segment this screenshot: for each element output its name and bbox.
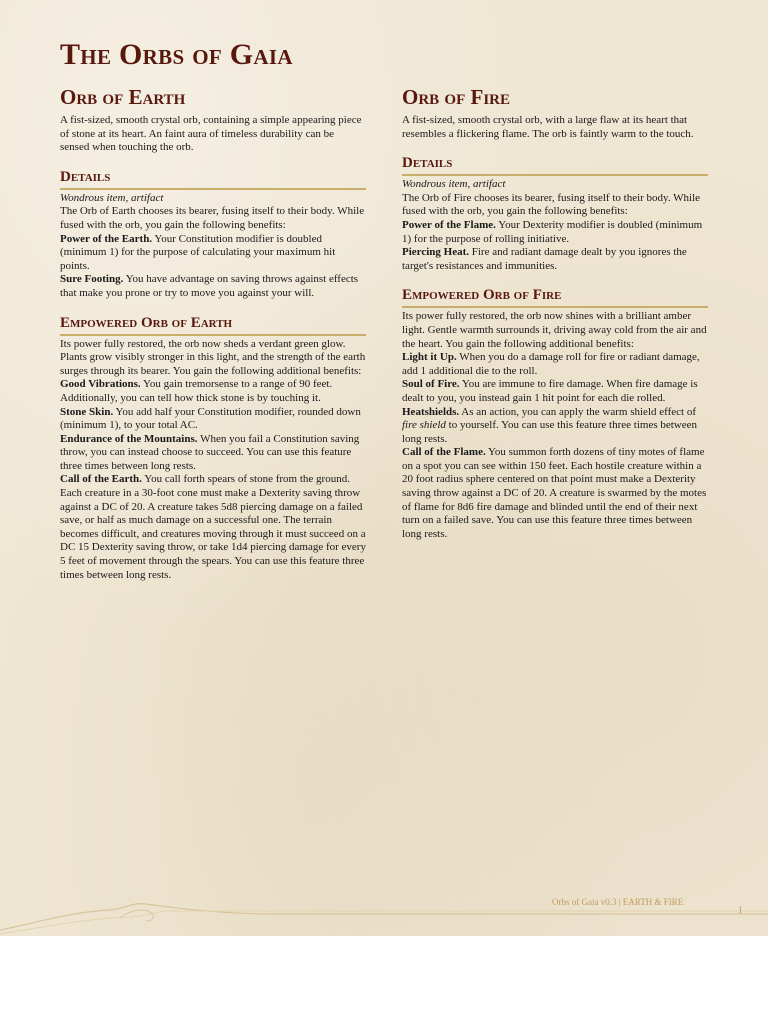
feature-name: Power of the Flame. (402, 218, 496, 231)
feature-name: Soul of Fire. (402, 378, 460, 391)
empowered-earth-feature (60, 473, 366, 582)
feature-text: You summon forth dozens of tiny motes of flame on a spot you can see within 150 feet. Each hostile creature within a 20 foot radius sphere centered on that point must make a Dexterity saving throw against a DC of 20. A creature is swarmed by the motes of flame for 8d6 fire damage and blinded until the end of their next turn on a failed save. You can use this feature three times between long rests. (402, 446, 707, 540)
footer-text: Orbs of Gaia v0.3 | EARTH & FIRE (552, 897, 684, 907)
feature-text: Your Dexterity modifier is doubled (minimum 1) for the purpose of rolling initiative. (402, 218, 703, 245)
orb-of-fire-heading: Orb of Fire (402, 85, 511, 109)
earth-feature (60, 273, 366, 300)
feature-text: Fire and radiant damage dealt by you ignores the target's resistances and immunities. (402, 246, 687, 272)
page-title: The Orbs of Gaia (60, 38, 293, 71)
earth-feature (60, 233, 366, 274)
feature-name: Stone Skin. (60, 405, 114, 418)
feature-name: Sure Footing. (60, 273, 124, 286)
empowered-earth-feature (60, 406, 366, 433)
empowered-fire-feature (402, 351, 708, 378)
fire-details-body: The Orb of Fire chooses its bearer, fusing itself to their body. While fused with the orb, you gain the following benefits: (402, 191, 701, 218)
orb-of-earth-heading: Orb of Earth (60, 85, 186, 109)
earth-details-heading: Details (60, 168, 366, 190)
feature-text: You have advantage on saving throws against effects that make you prone or try to move you against your will. (60, 273, 359, 299)
earth-details-subtitle: Wondrous item, artifact (60, 191, 164, 204)
feature-text: You are immune to fire damage. When fire damage is dealt to you, you instead gain 1 hit point for each die rolled. (402, 378, 698, 404)
feature-name: Endurance of the Mountains. (60, 432, 198, 445)
feature-text: Your Constitution modifier is doubled (minimum 1) for the purpose of calculating your maximum hit points. (60, 232, 336, 272)
fire-feature (402, 246, 708, 273)
feature-text: You call forth spears of stone from the ground. Each creature in a 30-foot cone must make a Dexterity saving throw against a DC of 20. A creature takes 5d8 piercing damage on a failed save, or half as much damage on a successful one. The terrain becomes difficult, and creatures moving through it must succeed on a DC 15 Dexterity saving throw, or take 1d4 piercing damage for every 5 feet of movement through the spears. You can use this feature three times between long rests. (60, 473, 366, 581)
fire-details-subtitle: Wondrous item, artifact (402, 178, 506, 191)
feature-text: When you fail a Constitution saving throw, you can instead choose to succeed. You can use this feature three times between long rests. (60, 432, 360, 472)
feature-text: As an action, you can apply the warm shield effect of (459, 405, 696, 418)
feature-text: to yourself. You can use this feature three times between long rests. (402, 419, 698, 445)
empowered-fire-intro: Its power fully restored, the orb now shines with a brilliant amber light. Gentle warmth surrounds it, driving away cold from the air and the heart. You gain the following additional benefits: (402, 310, 707, 350)
empowered-earth-intro: Its power fully restored, the orb now sheds a verdant green glow. Plants grow visibly stronger in this light, and the strength of the earth surges through its bearer. You gain the following additional benefits: (60, 337, 366, 377)
feature-name: Good Vibrations. (60, 378, 141, 391)
fire-feature (402, 219, 708, 246)
empowered-earth-feature (60, 433, 366, 474)
feature-name: Piercing Heat. (402, 246, 469, 259)
empowered-fire-heading: Empowered Orb of Fire (402, 286, 708, 308)
right-column (402, 84, 708, 541)
empowered-fire-feature (402, 446, 708, 541)
feature-name: Call of the Earth. (60, 473, 142, 486)
spell-name: fire shield (402, 419, 446, 432)
feature-text: When you do a damage roll for fire or radiant damage, add 1 additional die to the roll. (402, 351, 700, 377)
earth-details-body: The Orb of Earth chooses its bearer, fusing itself to their body. While fused with the orb, you gain the following benefits: (60, 205, 365, 231)
feature-name: Heatshields. (402, 405, 460, 418)
feature-name: Light it Up. (402, 351, 457, 364)
empowered-fire-feature (402, 378, 708, 405)
feature-text: You gain tremorsense to a range of 90 feet. Additionally, you can tell how thick stone is by touching it. (60, 378, 333, 404)
left-column (60, 84, 366, 582)
fire-intro-text: A fist-sized, smooth crystal orb, with a large flaw at its heart that resembles a flickering flame. The orb is faintly warm to the touch. (402, 114, 694, 140)
feature-name: Call of the Flame. (402, 446, 486, 459)
feature-text: You add half your Constitution modifier, rounded down (minimum 1), to your total AC. (60, 405, 361, 432)
earth-intro-text: A fist-sized, smooth crystal orb, containing a simple appearing piece of stone at its heart. An faint aura of timeless durability can be sensed when touching the orb. (60, 114, 362, 154)
empowered-earth-feature (60, 378, 366, 405)
fire-details-heading: Details (402, 154, 708, 176)
empowered-fire-feature (402, 406, 708, 447)
page-number: 1 (738, 905, 743, 915)
feature-name: Power of the Earth. (60, 232, 153, 245)
empowered-earth-heading: Empowered Orb of Earth (60, 314, 366, 336)
